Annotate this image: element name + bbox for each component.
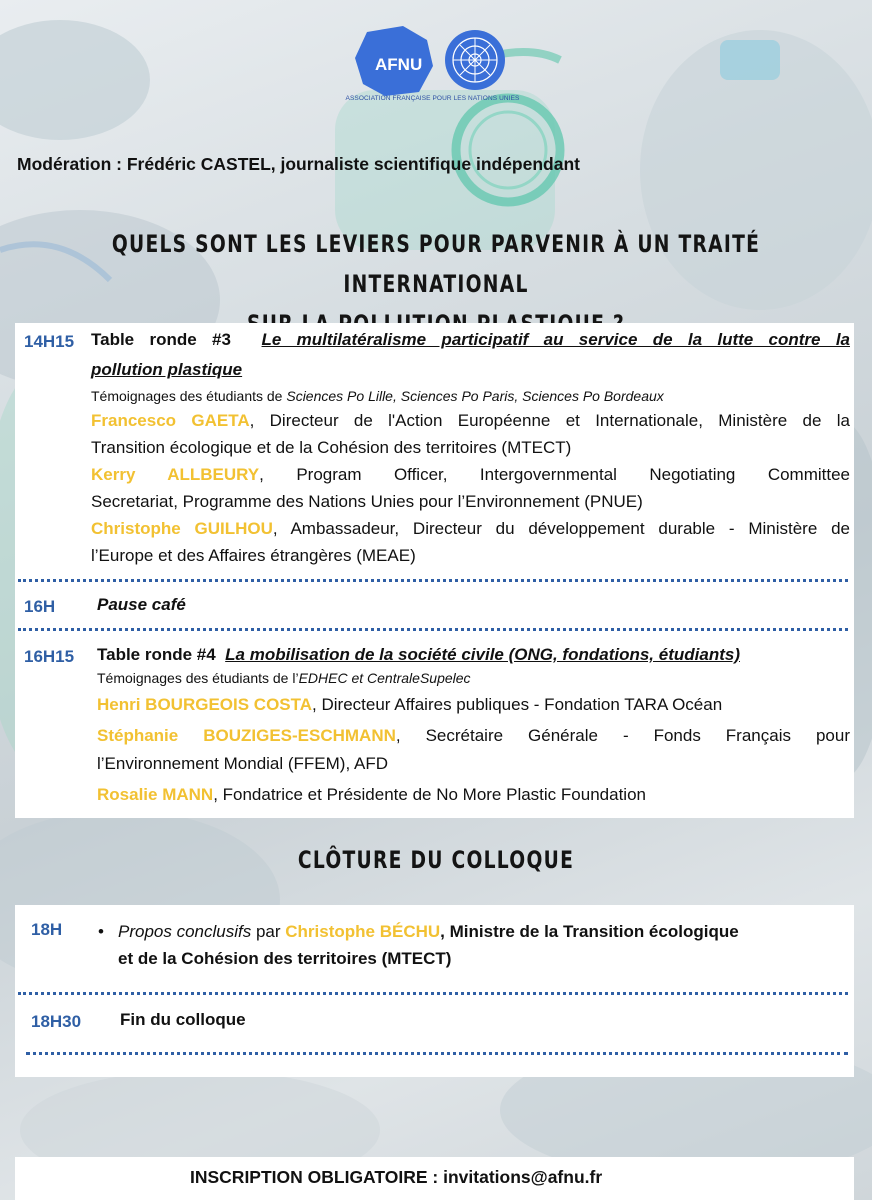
speaker-allbeury-role: Secretariat, Programme des Nations Unies pour l’Environnement (PNUE) — [91, 492, 643, 511]
speaker-name: Stéphanie BOUZIGES-ESCHMANN — [97, 726, 396, 745]
title-line-1: QUELS SONT LES LEVIERS POUR PARVENIR À UN TRAITÉ INTERNATIONAL — [111, 230, 761, 298]
closing-title: CLÔTURE DU COLLOQUE — [297, 846, 575, 874]
speaker-mann: Rosalie MANN, Fondatrice et Présidente de No More Plastic Foundation — [97, 785, 646, 804]
divider — [18, 579, 848, 582]
speaker-name: Christophe GUILHOU — [91, 519, 273, 538]
speaker-name: Kerry ALLBEURY — [91, 465, 260, 484]
speaker-guilhou-role: l’Europe et des Affaires étrangères (MEAE) — [91, 546, 416, 565]
speaker-name: Francesco GAETA — [91, 411, 250, 430]
pause-label: Pause café — [97, 595, 186, 614]
session4-title — [97, 642, 740, 668]
closing-time-18h: 18H — [31, 920, 63, 939]
session3-title-line2: pollution plastique — [91, 360, 243, 379]
closing-remarks-line2: et de la Cohésion des territoires (MTECT) — [118, 949, 452, 968]
speaker-bourgeois-costa: Henri BOURGEOIS COSTA, Directeur Affaires publiques - Fondation TARA Océan — [97, 695, 723, 714]
speaker-gaeta-role: Transition écologique et de la Cohésion des territoires (MTECT) — [91, 438, 572, 457]
speaker-allbeury: Kerry ALLBEURY, Program Officer, Intergovernmental Negotiating Committee — [91, 465, 851, 484]
speaker-gaeta: Francesco GAETA, Directeur de l'Action Européenne et Internationale, Ministère de la — [91, 411, 850, 430]
session3-label: Table ronde #3 — [91, 330, 231, 349]
logo-caption: ASSOCIATION FRANÇAISE POUR LES NATIONS UNIES — [345, 95, 520, 102]
session4-label: Table ronde #4 — [97, 645, 216, 664]
un-emblem-icon — [445, 30, 505, 90]
speaker-name: Rosalie MANN — [97, 785, 214, 804]
session3-time: 14H15 — [24, 332, 75, 351]
speaker-bouziges-eschmann: Stéphanie BOUZIGES-ESCHMANN, Secrétaire Générale - Fonds Français pour — [97, 726, 850, 745]
speaker-name: Henri BOURGEOIS COSTA — [97, 695, 313, 714]
closing-time-1830: 18H30 — [31, 1012, 82, 1031]
divider — [18, 628, 848, 631]
logo-text: AFNU — [375, 55, 423, 74]
registration-line: INSCRIPTION OBLIGATOIRE : invitations@afnu.fr — [190, 1167, 603, 1187]
session4-topic: La mobilisation de la société civile (ONG, fondations, étudiants) — [225, 645, 740, 664]
closing-remarks-line1: Propos conclusifs par Christophe BÉCHU, Ministre de la Transition écologique — [118, 922, 739, 941]
divider — [26, 1052, 848, 1055]
closing-bullet: • — [98, 922, 104, 941]
session4-testimony: Témoignages des étudiants de l’EDHEC et CentraleSupelec — [97, 670, 471, 686]
session3-topic: Le multilatéralisme participatif au service de la lutte contre la — [261, 330, 850, 349]
session3-title-line1 — [91, 327, 850, 353]
speaker-guilhou: Christophe GUILHOU, Ambassadeur, Directeur du développement durable - Ministère de — [91, 519, 850, 538]
end-label: Fin du colloque — [120, 1010, 246, 1029]
session4-time: 16H15 — [24, 647, 75, 666]
moderation-line: Modération : Frédéric CASTEL, journaliste scientifique indépendant — [17, 154, 580, 174]
speaker-bouziges-role: l’Environnement Mondial (FFEM), AFD — [97, 754, 388, 773]
email-link[interactable]: invitations@afnu.fr — [443, 1167, 603, 1187]
divider — [18, 992, 848, 995]
pause-time: 16H — [24, 597, 56, 616]
session3-testimony: Témoignages des étudiants de Sciences Po Lille, Sciences Po Paris, Sciences Po Bordeaux — [91, 388, 664, 404]
speaker-name: Christophe BÉCHU — [285, 922, 441, 941]
